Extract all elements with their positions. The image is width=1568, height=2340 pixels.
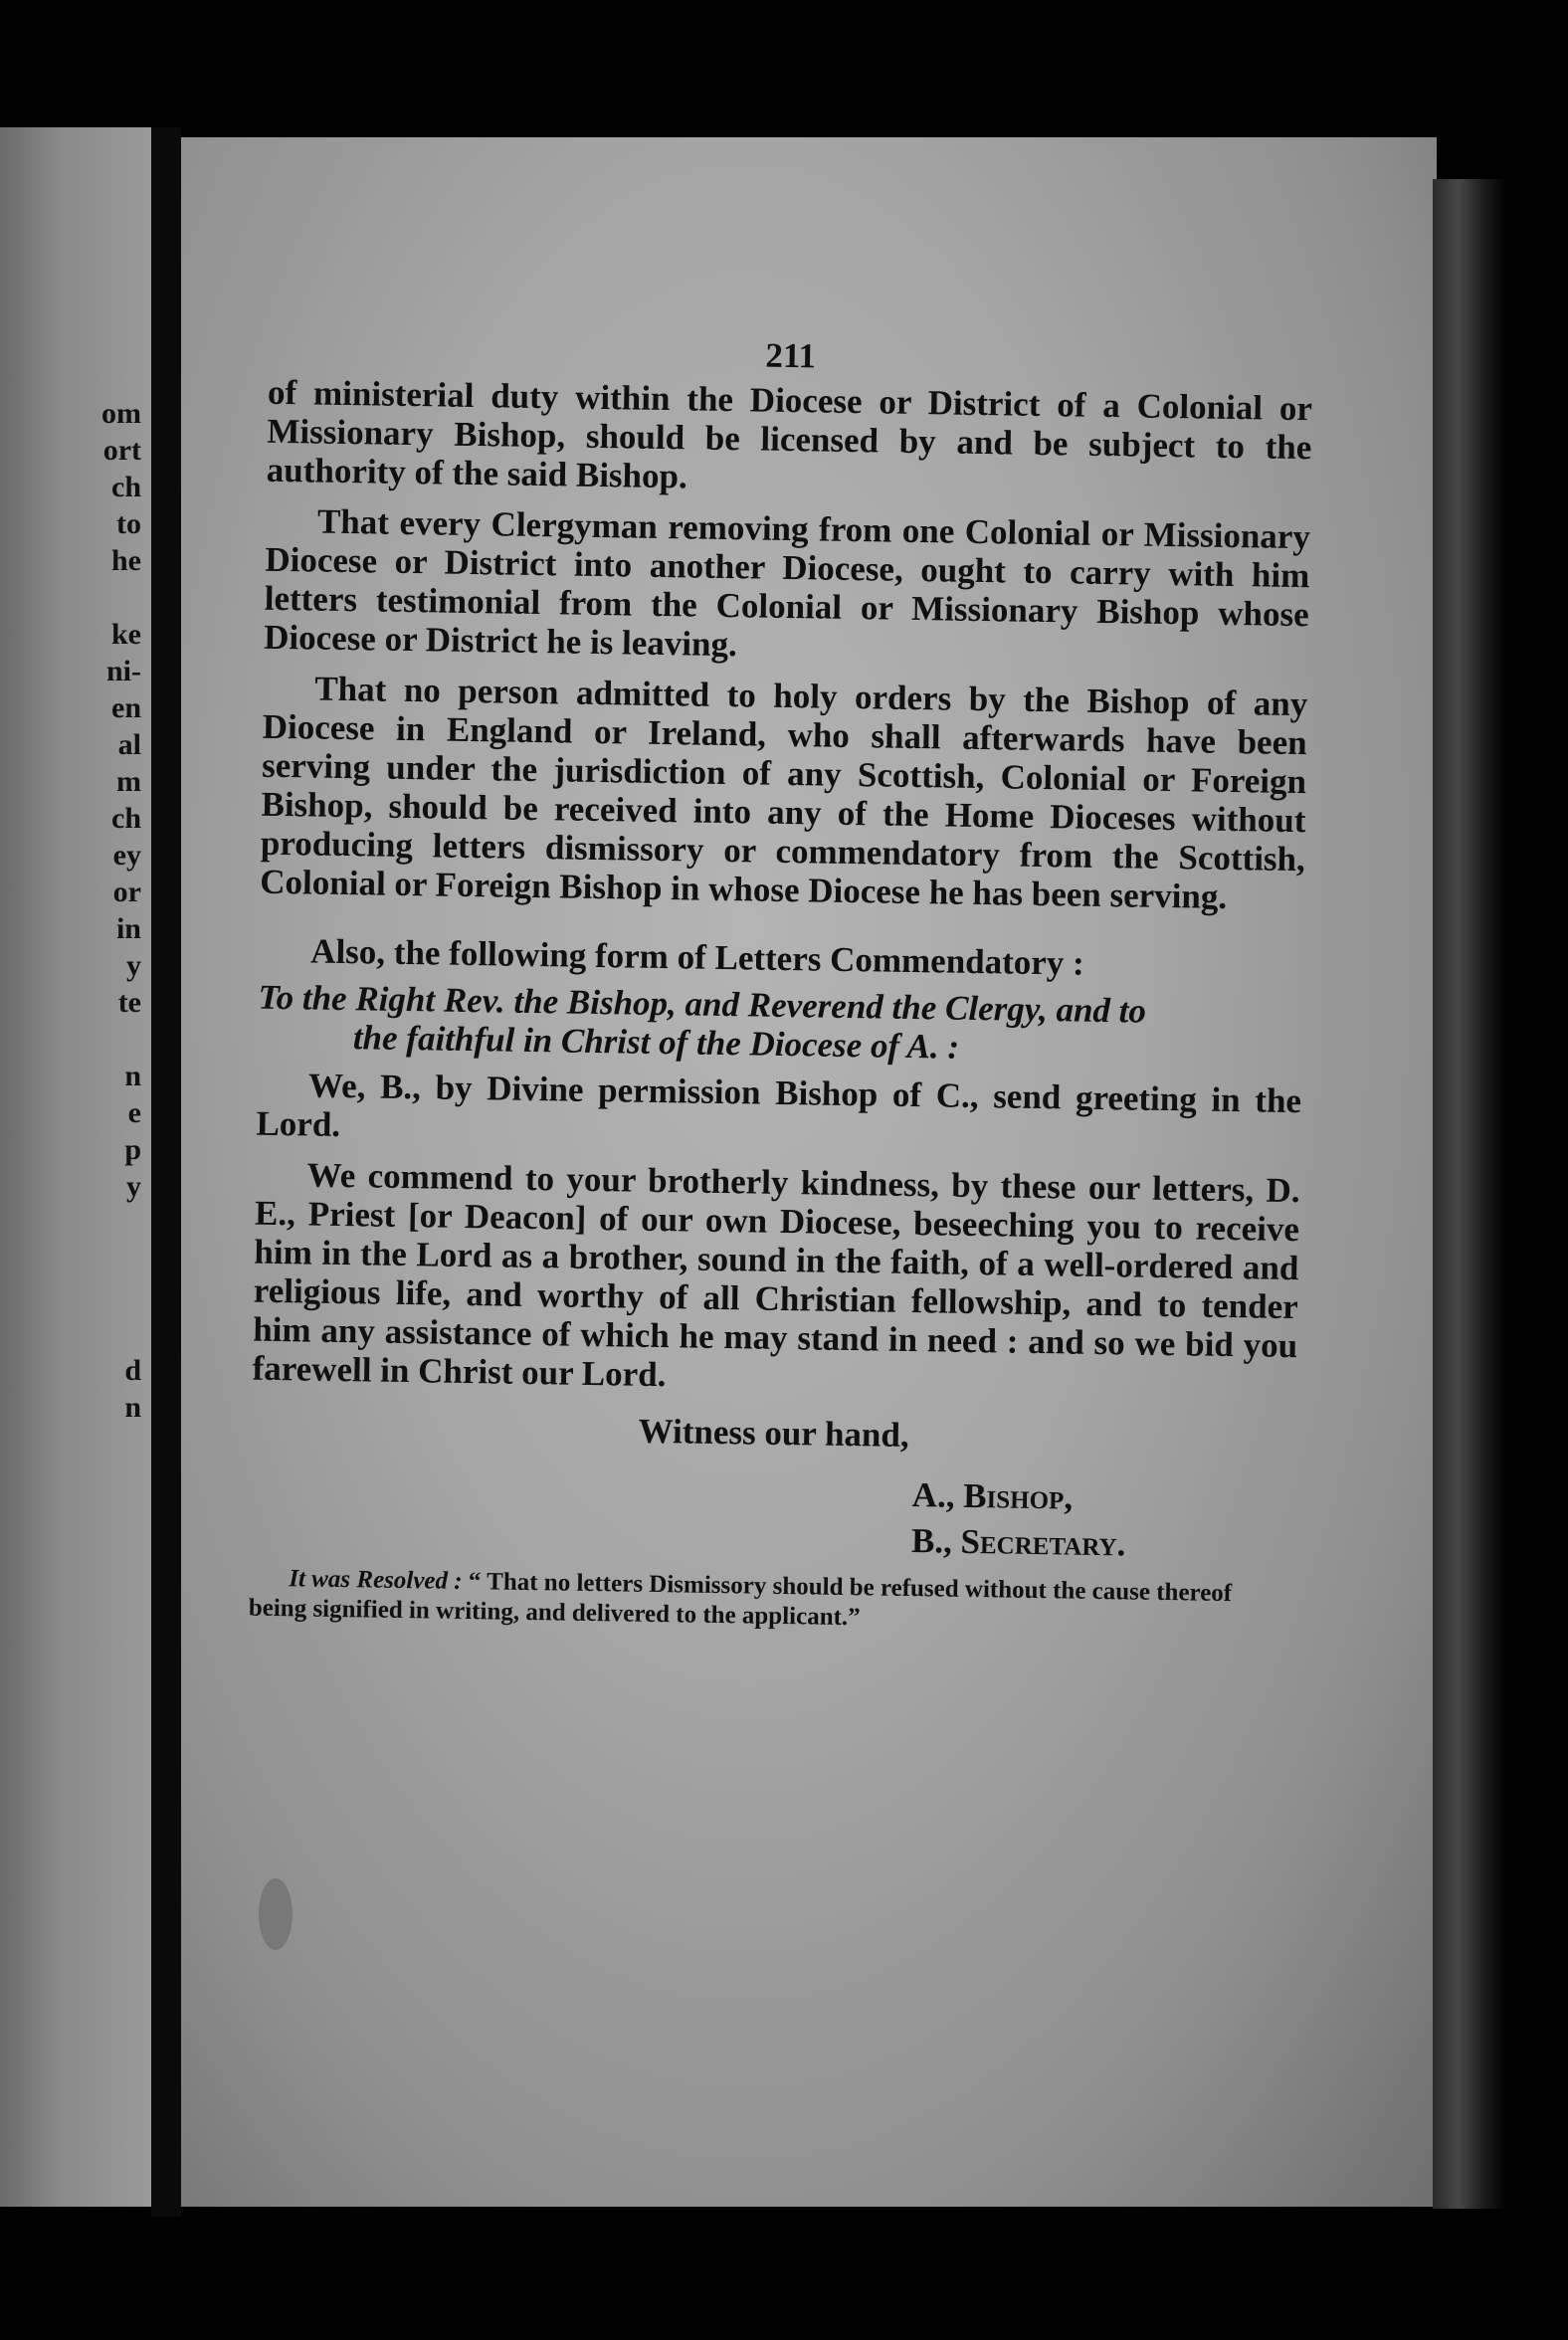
left-page-fragment-line: y (126, 949, 141, 982)
letter-address-line1: To the Right Rev. the Bishop, and Reverend the Clergy, and to (258, 977, 1147, 1031)
left-page-fragment-line: ch (111, 471, 141, 503)
resolution-note (249, 1564, 1294, 1640)
resolution-text: “ That no letters Dismissory should be refused without the cause thereof being signified in writing, and delivered to the applicant.” (248, 1568, 1233, 1632)
left-page-fragment-line: ch (111, 802, 141, 835)
left-page-fragment-line: te (117, 986, 141, 1019)
left-page-fragment-line: to (116, 507, 141, 540)
left-page-fragment-line: ke (111, 618, 141, 651)
paragraph-testimonial: That every Clergyman removing from one Colonial or Missionary Diocese or District into another Diocese, ought to carry with him letters testimonial from the Colonial or Missionary Bishop whose Diocese or District he is leaving. (263, 501, 1311, 665)
letter-body: We commend to your brotherly kindness, by these our letters, D. E., Priest [or Deacon] of our own Diocese, beseeching you to receive him in the Lord as a brother, sound in the faith, of a well-ordered and religious life, and worthy of all Christian fellowship, and to tender him any assistance of which he may stand in need : and so we bid you farewell in Christ our Lord. (252, 1155, 1300, 1395)
left-page-fragment-line: ni- (105, 655, 141, 687)
left-page-fragment-line: in (115, 912, 141, 945)
letters-commendatory-intro: Also, the following form of Letters Commendatory : (309, 931, 1085, 983)
resolution-lead: It was Resolved : (289, 1565, 463, 1595)
left-page-fragment-line: d (124, 1354, 141, 1387)
signature-bishop: A., Bishop, (911, 1475, 1074, 1517)
left-page-fragment-line: he (111, 544, 141, 577)
left-page-fragment-line: m (116, 765, 141, 798)
witness-line: Witness our hand, (638, 1411, 909, 1455)
left-page-fragment (0, 127, 151, 2207)
left-page-fragment-line: n (124, 1060, 141, 1092)
paragraph-dismissory: That no person admitted to holy orders by the Bishop of any Diocese in England or Ireland, who shall afterwards have been serving under the jurisdiction of any Scottish, Colonial or Foreign Bishop, should be received into any of the Home Dioceses without producing letters dismissory or commendatory from the Scottish, Colonial or Foreign Bishop in whose Diocese he has been serving. (260, 669, 1308, 916)
page-text (248, 328, 1313, 1664)
page-stain (259, 1878, 293, 1950)
left-page-fragment-line: y (126, 1170, 141, 1203)
book-gutter (151, 127, 181, 2217)
left-page-fragment-line: ort (102, 434, 141, 467)
left-page-fragment-line: en (111, 691, 141, 724)
left-page-fragment-line: om (101, 397, 141, 430)
left-page-fragment-line: al (117, 728, 141, 761)
page-number: 211 (765, 335, 817, 376)
left-page-fragment-line: ey (112, 839, 141, 872)
paragraph-licensing: of ministerial duty within the Diocese or District of a Colonial or Missionary Bishop, should be licensed by and be subject to the authority of the said Bishop. (266, 372, 1313, 496)
letter-address (258, 978, 1303, 1072)
left-page-fragment-line: n (124, 1391, 141, 1424)
left-page-fragment-line: or (112, 876, 141, 908)
left-page-fragment-line: p (124, 1133, 141, 1166)
letter-greeting: We, B., by Divine permission Bishop of C., send greeting in the Lord. (256, 1066, 1302, 1144)
letter-address-line2: the faithful in Christ of the Diocese of A. : (352, 1018, 960, 1067)
left-page-fragment-line: e (127, 1096, 141, 1129)
page-edge (1433, 179, 1506, 2209)
signature-secretary: B., Secretary. (910, 1521, 1126, 1564)
page (181, 137, 1437, 2207)
